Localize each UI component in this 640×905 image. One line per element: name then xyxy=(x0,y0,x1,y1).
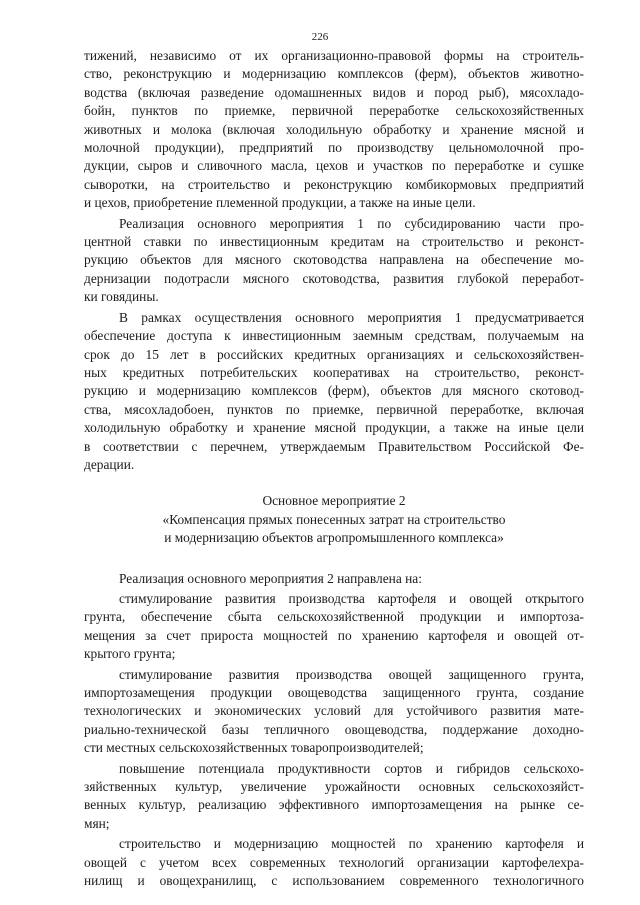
text-line: сти местных сельскохозяйственных товаропроизводителей; xyxy=(84,740,424,756)
paragraph xyxy=(84,215,584,307)
section-intro xyxy=(84,47,584,474)
paragraph xyxy=(84,760,584,834)
text-line: дернизации подотрасли мясного скотоводства, развития глубокой переработ- xyxy=(84,270,584,286)
text-line: мян; xyxy=(84,815,110,831)
text-line: в соответствии с перечнем, утверждаемым Правительством Российской Фе- xyxy=(84,438,584,454)
text-line: риально-технической базы тепличного овощеводства, поддержание доходно- xyxy=(84,721,584,737)
paragraph xyxy=(84,47,584,213)
text-line: бойн, пунктов по приемке, первичной переработке сельскохозяйственных xyxy=(84,103,584,119)
text-line: стимулирование развития производства картофеля и овощей открытого xyxy=(119,590,584,606)
text-line: ки говядины. xyxy=(84,289,159,305)
text-line: ства, мясохладобоен, пунктов по приемке, первичной переработке, включая xyxy=(84,401,584,417)
text-line: В рамках осуществления основного мероприятия 1 предусматривается xyxy=(119,309,584,325)
text-line: молочной продукции), предприятий по производству цельномолочной про- xyxy=(84,140,584,156)
text-line: центной ставки по инвестиционным кредитам на строительство и реконст- xyxy=(84,234,584,250)
text-line: дерации. xyxy=(84,456,135,472)
text-line: нилищ и овощехранилищ, с использованием современного технологичного xyxy=(84,873,584,889)
text-line: водства (включая разведение одомашненных видов и пород рыб), мясохладо- xyxy=(84,84,584,100)
paragraph xyxy=(84,835,584,890)
text-line: рукцию и модернизацию комплексов (ферм), объектов для мясного скотовод- xyxy=(84,383,584,399)
text-line: технологических и экономических условий для устойчивого развития мате- xyxy=(84,703,584,719)
text-line: строительство и модернизацию мощностей по хранению картофеля и xyxy=(119,836,584,852)
text-line: овощей с учетом всех современных технологий организации картофелехра- xyxy=(84,854,584,870)
text-line: грунта, обеспечение сбыта сельскохозяйственной продукции и импортоза- xyxy=(84,609,584,625)
page-number: 226 xyxy=(311,31,329,43)
text-line: импортозамещения продукции овощеводства защищенного грунта, создание xyxy=(84,685,584,700)
text-line: холодильную обработку и хранение мясной продукции, а также на иные цели xyxy=(84,420,584,436)
heading-line-2: «Компенсация прямых понесенных затрат на строительство xyxy=(162,511,506,527)
text-line: зяйственных культур, увеличение урожайности основных сельскохозяйст- xyxy=(84,779,584,795)
text-line: животных и молока (включая холодильную обработку и хранение мясной и xyxy=(84,121,584,137)
text-line: крытого грунта; xyxy=(84,646,176,662)
paragraph xyxy=(84,590,584,664)
text-line: мещения за счет прироста мощностей по хранению картофеля и овощей от- xyxy=(84,627,584,643)
paragraph xyxy=(84,666,584,758)
paragraph xyxy=(84,309,584,475)
text-line: Реализация основного мероприятия 1 по субсидированию части про- xyxy=(119,215,584,231)
text-line: сыворотки, на строительство и реконструкцию комбикормовых предприятий xyxy=(84,176,584,192)
body-text xyxy=(84,47,584,890)
text-line: ных кредитных потребительских кооперативах на строительство, реконст- xyxy=(84,364,584,380)
heading-line-1: Основное мероприятие 2 xyxy=(262,493,406,509)
text-line: стимулирование развития производства овощей защищенного грунта, xyxy=(119,666,584,682)
text-line: дукции, сыров и сливочного масла, цехов и участков по переработке и сушке xyxy=(84,158,584,174)
text-line: ство, реконструкцию и модернизацию комплексов (ферм), объектов животно- xyxy=(84,66,584,82)
section-measure-2 xyxy=(84,570,584,891)
heading-line-3: и модернизацию объектов агропромышленного комплекса» xyxy=(164,530,504,546)
text-line: Реализация основного мероприятия 2 направлена на: xyxy=(119,570,422,586)
text-line: повышение потенциала продуктивности сортов и гибридов сельскохо- xyxy=(119,760,584,776)
paragraph xyxy=(84,570,584,588)
text-line: тижений, независимо от их организационно-правовой формы на строитель- xyxy=(84,48,584,63)
text-line: венных культур, реализацию эффективного импортозамещения на рынке се- xyxy=(84,797,584,813)
text-line: рукцию объектов для мясного скотоводства направлена на обеспечение мо- xyxy=(84,252,584,268)
text-line: обеспечение доступа к инвестиционным заемным средствам, получаемым на xyxy=(84,328,584,344)
text-line: срок до 15 лет в российских кредитных организациях и сельскохозяйствен- xyxy=(84,346,584,362)
section-heading xyxy=(84,492,584,547)
text-line: и цехов, приобретение племенной продукции, а также на иные цели. xyxy=(84,195,476,211)
